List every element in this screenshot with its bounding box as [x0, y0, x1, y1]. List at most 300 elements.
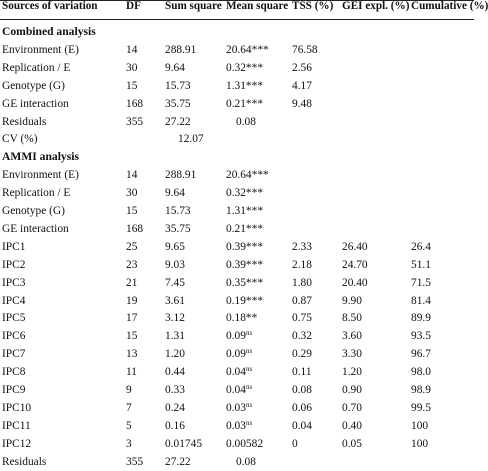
significance-superscript: ns [245, 365, 253, 374]
table-row [0, 95, 474, 113]
row-tss-value: 0.87 [292, 294, 312, 307]
row-source-value: CV (%) [2, 133, 38, 146]
row-sum-square [165, 256, 185, 274]
row-sum-square-value: 27.22 [165, 455, 191, 468]
row-df [126, 41, 137, 59]
row-cumulative-value: 81.4 [411, 294, 431, 307]
row-df [126, 417, 132, 435]
row-tss-value: 0.29 [292, 348, 312, 361]
row-source-value: IPC8 [2, 366, 26, 379]
row-df-value: 11 [126, 366, 137, 379]
row-df-value: 21 [126, 276, 138, 289]
row-sum-square-value: 288.91 [165, 43, 197, 56]
row-df-value: 3 [126, 437, 132, 450]
row-mean-square [226, 220, 263, 238]
table-row [0, 274, 474, 292]
row-df-value: 168 [126, 222, 144, 235]
row-mean-square-value: 0.03 [226, 401, 246, 414]
row-tss [292, 435, 298, 453]
row-source-value: IPC4 [2, 294, 26, 307]
row-gei-expl [342, 417, 362, 435]
row-mean-square [226, 417, 252, 435]
row-source-value: Residuals [2, 115, 47, 128]
row-sum-square-value: 15.73 [165, 205, 191, 217]
row-source [2, 417, 31, 435]
row-tss-value: 9.48 [292, 97, 312, 110]
row-gei-expl [342, 274, 368, 292]
row-sum-square-value: 0.44 [165, 366, 185, 379]
row-gei-expl [342, 381, 362, 399]
significance-superscript: ns [245, 400, 253, 409]
row-gei-expl-value: 0.40 [342, 419, 362, 432]
table-row [0, 453, 474, 471]
row-mean-square [226, 309, 257, 327]
table-row [0, 327, 474, 345]
row-gei-expl-value: 0.05 [342, 437, 362, 450]
row-tss-value: 0.08 [292, 384, 312, 396]
significance-superscript: ns [245, 347, 253, 356]
header-df: DF [126, 0, 141, 12]
table-row [0, 399, 474, 417]
table-row [0, 435, 474, 453]
row-tss [292, 327, 312, 345]
row-df [126, 309, 137, 327]
row-gei-expl-value: 0.70 [342, 401, 362, 414]
row-sum-square [165, 220, 191, 238]
row-source-value: IPC10 [2, 401, 32, 414]
row-sum-square [165, 417, 185, 435]
row-source-value: Genotype (G) [2, 79, 65, 92]
row-source-value: Replication / E [2, 187, 71, 200]
row-sum-square-value: 3.12 [165, 312, 185, 325]
row-df [126, 59, 137, 77]
row-df-value: 355 [126, 115, 144, 128]
table-row [0, 363, 474, 381]
row-mean-square-value: 0.35*** [226, 276, 264, 289]
row-source-value: IPC12 [2, 437, 32, 450]
row-cumulative [411, 256, 431, 274]
row-sum-square-value: 1.20 [165, 348, 185, 361]
row-cumulative-value: 98.0 [411, 366, 431, 379]
row-sum-square-value: 288.91 [165, 169, 197, 182]
row-source-value: Environment (E) [2, 43, 79, 56]
row-source [2, 327, 25, 345]
row-sum-square [165, 77, 191, 95]
header-tss: TSS (%) [292, 0, 334, 12]
row-mean-square [226, 77, 263, 95]
row-mean-square-value: 0.00582 [226, 437, 264, 450]
row-sum-square-value: 0.24 [165, 401, 185, 414]
row-mean-square-value: 0.09 [226, 330, 246, 343]
row-source [2, 95, 69, 113]
row-gei-expl-value: 26.40 [342, 240, 368, 253]
row-df [126, 399, 132, 417]
row-mean-square-value: 20.64*** [226, 169, 269, 182]
header-rule [0, 19, 474, 20]
row-tss [292, 274, 312, 292]
row-mean-square-value: 0.32*** [226, 187, 264, 200]
row-tss-value: 1.80 [292, 276, 312, 289]
row-mean-square [226, 381, 252, 399]
row-cumulative [411, 238, 431, 256]
row-sum-square-value: 9.64 [165, 187, 185, 200]
significance-superscript: ns [245, 383, 253, 391]
row-mean-square [226, 238, 263, 256]
row-sum-square-value: 0.01745 [165, 437, 203, 450]
row-df-value: 15 [126, 205, 138, 217]
row-sum-square [165, 292, 185, 310]
row-tss [292, 59, 312, 77]
row-mean-square [226, 256, 263, 274]
row-df [126, 453, 143, 471]
row-mean-square [226, 59, 263, 77]
row-df [126, 256, 137, 274]
row-source-value: Genotype (G) [2, 205, 65, 217]
row-source [2, 399, 31, 417]
row-cumulative [411, 435, 428, 453]
row-source-value: IPC6 [2, 330, 26, 343]
row-df-value: 14 [126, 43, 138, 56]
row-sum-square-value: 1.31 [165, 330, 185, 343]
row-cumulative-value: 26.4 [411, 240, 431, 253]
row-source [2, 238, 25, 256]
section-title [0, 23, 474, 41]
row-source [2, 77, 65, 95]
row-source-value: IPC5 [2, 312, 26, 325]
row-df-value: 19 [126, 294, 138, 307]
row-source [2, 220, 69, 238]
row-mean-square [226, 292, 263, 310]
row-df-value: 23 [126, 258, 138, 271]
row-tss [292, 292, 312, 310]
row-gei-expl-value: 0.90 [342, 384, 362, 396]
row-tss [292, 41, 318, 59]
row-sum-square [165, 453, 191, 471]
row-sum-square [165, 327, 185, 345]
row-sum-square [165, 166, 196, 184]
row-cumulative [411, 417, 428, 435]
row-source-value: Replication / E [2, 61, 71, 74]
header-sum-square: Sum square [165, 0, 222, 12]
row-cumulative [411, 274, 431, 292]
row-sum-square [165, 274, 185, 292]
row-sum-square [165, 363, 185, 381]
row-tss-value: 0.06 [292, 401, 312, 414]
row-mean-square [236, 453, 256, 471]
table-row [0, 77, 474, 95]
row-gei-expl [342, 363, 362, 381]
significance-superscript: ns [245, 329, 253, 338]
row-tss-value: 0.04 [292, 419, 312, 432]
table-row [0, 381, 474, 399]
row-mean-square-value: 0.09 [226, 348, 246, 361]
row-df [126, 113, 143, 131]
row-gei-expl-value: 9.90 [342, 294, 362, 307]
row-source-value: IPC7 [2, 348, 26, 361]
row-cumulative [411, 292, 431, 310]
row-df-value: 355 [126, 455, 144, 468]
row-mean-square-value: 0.04 [226, 384, 246, 396]
row-mean-square [226, 184, 263, 202]
row-gei-expl-value: 1.20 [342, 366, 362, 379]
row-mean-square [226, 327, 252, 345]
row-source [2, 363, 25, 381]
row-sum-square-value: 27.22 [165, 115, 191, 128]
table-row [0, 256, 474, 274]
row-mean-square-value: 0.21*** [226, 222, 264, 235]
row-tss [292, 345, 312, 363]
row-mean-square-value: 0.32*** [226, 61, 264, 74]
row-source-value: IPC1 [2, 240, 26, 253]
row-source-value: IPC2 [2, 258, 26, 271]
row-mean-square [226, 399, 252, 417]
row-df [126, 292, 137, 310]
row-mean-square-value: 0.03 [226, 419, 246, 432]
row-source [2, 453, 46, 471]
row-mean-square [226, 435, 263, 453]
row-sum-square [165, 435, 202, 453]
row-source [2, 256, 25, 274]
row-gei-expl [342, 327, 362, 345]
row-mean-square [226, 202, 263, 220]
row-gei-expl [342, 309, 362, 327]
row-cumulative [411, 363, 431, 381]
row-gei-expl [342, 399, 362, 417]
row-gei-expl-value: 3.60 [342, 330, 362, 343]
row-tss [292, 363, 312, 381]
significance-superscript: ns [245, 418, 253, 427]
table-row [0, 238, 474, 256]
row-cumulative-value: 51.1 [411, 258, 431, 271]
row-gei-expl [342, 435, 362, 453]
row-tss [292, 95, 312, 113]
row-df-value: 30 [126, 187, 138, 200]
row-gei-expl [342, 345, 362, 363]
row-source-value: Residuals [2, 455, 47, 468]
row-sum-square [165, 381, 185, 399]
row-cumulative-value: 98.9 [411, 384, 431, 396]
row-sum-square [165, 202, 191, 220]
row-sum-square [165, 309, 185, 327]
section-title-text: Combined analysis [2, 25, 96, 38]
row-gei-expl [342, 292, 362, 310]
row-sum-square [165, 238, 185, 256]
row-cumulative-value: 99.5 [411, 401, 431, 414]
row-sum-square [165, 184, 185, 202]
row-gei-expl [342, 238, 368, 256]
row-cumulative-value: 71.5 [411, 276, 431, 289]
row-sum-square-value: 0.16 [165, 419, 185, 432]
section-title [0, 148, 474, 166]
row-mean-square [226, 166, 269, 184]
table-row [0, 309, 474, 327]
row-df [126, 381, 132, 399]
row-mean-square-value: 0.39*** [226, 240, 264, 253]
row-df-value: 30 [126, 61, 138, 74]
row-df [126, 327, 137, 345]
row-source [2, 292, 25, 310]
row-mean-square-value: 0.04 [226, 366, 246, 379]
row-tss [292, 381, 312, 399]
row-df-value: 15 [126, 330, 138, 343]
row-sum-square-value: 35.75 [165, 97, 191, 110]
row-mean-square [226, 41, 269, 59]
row-sum-square-value: 0.33 [165, 384, 185, 396]
row-df [126, 238, 137, 256]
row-df-value: 7 [126, 401, 132, 414]
row-sum-square-value: 7.45 [165, 276, 185, 289]
row-cumulative-value: 100 [411, 419, 429, 432]
row-cumulative-value: 93.5 [411, 330, 431, 343]
row-sum-square [165, 59, 185, 77]
row-df-value: 14 [126, 169, 138, 182]
row-cumulative-value: 100 [411, 437, 429, 450]
row-df-value: 168 [126, 97, 144, 110]
row-sum-square-value: 9.64 [165, 61, 185, 74]
row-mean-square [226, 345, 252, 363]
row-sum-square [165, 399, 185, 417]
row-df [126, 184, 137, 202]
row-mean-square-value: 0.21*** [226, 97, 264, 110]
row-cumulative [411, 381, 431, 399]
row-sum-square-value: 3.61 [165, 294, 185, 307]
row-df [126, 274, 137, 292]
row-df [126, 77, 137, 95]
row-source [2, 113, 46, 131]
table-row [0, 292, 474, 310]
row-sum-square-value: 9.65 [165, 240, 185, 253]
row-df [126, 345, 137, 363]
row-source-value: IPC3 [2, 276, 26, 289]
row-sum-square [165, 345, 185, 363]
section-title-text: AMMI analysis [2, 150, 79, 164]
row-mean-square-value: 0.39*** [226, 258, 264, 271]
row-df [126, 220, 143, 238]
row-df-value: 9 [126, 384, 132, 396]
row-mean-square [236, 113, 256, 131]
row-mean-square-value: 20.64*** [226, 43, 269, 56]
row-gei-expl-value: 8.50 [342, 312, 362, 325]
row-cumulative [411, 309, 431, 327]
row-tss-value: 0.32 [292, 330, 312, 343]
row-source-value: GE interaction [2, 222, 69, 235]
row-mean-square-value: 0.08 [236, 455, 256, 468]
row-sum-square-value: 15.73 [165, 79, 191, 92]
table-row [0, 417, 474, 435]
row-df [126, 95, 143, 113]
row-tss [292, 309, 312, 327]
row-source [2, 59, 70, 77]
row-tss [292, 417, 312, 435]
row-tss-value: 2.56 [292, 61, 312, 74]
row-tss-value: 0.11 [292, 366, 312, 379]
header-cumulative: Cumulative (%) [411, 0, 488, 12]
row-sum-square-value: 12.07 [178, 133, 204, 146]
row-mean-square [226, 363, 252, 381]
row-tss-value: 76.58 [292, 43, 318, 56]
table-row [0, 59, 474, 77]
row-sum-square [165, 113, 191, 131]
row-source-value: IPC9 [2, 384, 26, 396]
table-row [0, 345, 474, 363]
row-gei-expl [342, 256, 368, 274]
row-mean-square-value: 0.08 [236, 115, 256, 128]
row-sum-square-value: 35.75 [165, 222, 191, 235]
row-mean-square-value: 0.19*** [226, 294, 264, 307]
header-gei-expl: GEI expl. (%) [342, 0, 410, 12]
row-source [2, 381, 25, 399]
row-source-value: GE interaction [2, 97, 69, 110]
row-df-value: 5 [126, 419, 132, 432]
row-source [2, 184, 70, 202]
row-source [2, 130, 38, 148]
row-sum-square-value: 9.03 [165, 258, 185, 271]
row-source [2, 345, 25, 363]
row-tss [292, 399, 312, 417]
row-gei-expl-value: 20.40 [342, 276, 368, 289]
row-mean-square-value: 0.18** [226, 312, 258, 325]
table-row [0, 202, 474, 220]
row-source [2, 435, 31, 453]
row-df [126, 435, 132, 453]
row-source [2, 166, 79, 184]
row-tss-value: 2.33 [292, 240, 312, 253]
header-row [0, 0, 488, 15]
row-cumulative-value: 89.9 [411, 312, 431, 325]
row-tss-value: 2.18 [292, 258, 312, 271]
row-df [126, 166, 137, 184]
row-sum-square [178, 130, 204, 148]
row-gei-expl-value: 24.70 [342, 258, 368, 271]
row-mean-square [226, 274, 263, 292]
row-sum-square [165, 41, 196, 59]
row-source [2, 274, 25, 292]
row-mean-square-value: 1.31*** [226, 79, 264, 92]
header-source: Sources of variation [2, 0, 98, 12]
row-tss-value: 4.17 [292, 79, 312, 92]
row-df-value: 17 [126, 312, 138, 325]
table-row [0, 113, 474, 131]
row-mean-square-value: 1.31*** [226, 205, 264, 217]
row-tss [292, 256, 312, 274]
row-df-value: 13 [126, 348, 138, 361]
row-sum-square [165, 95, 191, 113]
table-row [0, 130, 474, 148]
row-df [126, 202, 137, 220]
row-df-value: 25 [126, 240, 138, 253]
row-tss-value: 0.75 [292, 312, 312, 325]
row-gei-expl-value: 3.30 [342, 348, 362, 361]
row-source [2, 202, 65, 220]
table-row [0, 41, 474, 59]
row-source [2, 309, 25, 327]
row-df-value: 15 [126, 79, 138, 92]
row-source [2, 41, 79, 59]
row-source-value: Environment (E) [2, 169, 79, 182]
row-df [126, 363, 137, 381]
row-tss [292, 238, 312, 256]
row-cumulative [411, 399, 431, 417]
row-cumulative [411, 345, 431, 363]
row-mean-square [226, 95, 263, 113]
row-tss-value: 0 [292, 437, 298, 450]
table-row [0, 220, 474, 238]
row-tss [292, 77, 312, 95]
header-mean-square: Mean square [226, 0, 289, 12]
table-row [0, 166, 474, 184]
row-cumulative [411, 327, 431, 345]
row-cumulative-value: 96.7 [411, 348, 431, 361]
